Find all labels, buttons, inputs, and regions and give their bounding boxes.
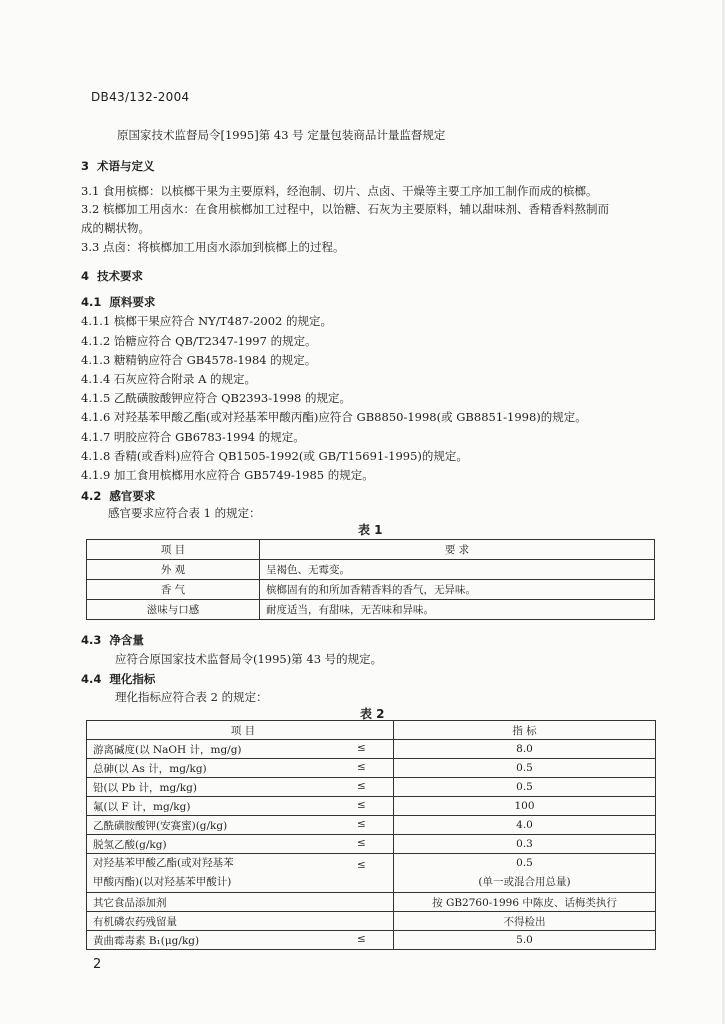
clause-4-1-8: 4.1.8 香精(或香料)应符合 QB1505-1992(或 GB/T15691-1995)的规定。 (81, 449, 468, 463)
clause-4-1-1: 4.1.1 槟榔干果应符合 NY/T487-2002 的规定。 (81, 314, 333, 328)
physicochemical-index-table (86, 720, 656, 950)
clause-4-1-2: 4.1.2 饴糖应符合 QB/T2347-1997 的规定。 (81, 334, 317, 348)
table-cell-item: 乙酰磺胺酸钾(安赛蜜)(g/kg) ≤ (87, 816, 394, 835)
section-4-4-heading: 4.4 理化指标 (81, 672, 156, 686)
le-symbol: ≤ (357, 741, 366, 754)
clause-4-1-4: 4.1.4 石灰应符合附录 A 的规定。 (81, 372, 257, 386)
table-row (87, 797, 656, 816)
clause-3-2: 3.2 槟榔加工用卤水：在食用槟榔加工过程中，以饴糖、石灰为主要原料，辅以甜味剂、香精香料熬制而 (81, 202, 609, 216)
table-cell-value: 4.0 (394, 816, 656, 835)
section-4-heading: 4 技术要求 (81, 269, 144, 283)
le-symbol: ≤ (357, 798, 366, 811)
physchem-intro: 理化指标应符合表 2 的规定： (115, 690, 268, 704)
document-code: DB43/132-2004 (91, 90, 190, 104)
le-symbol: ≤ (357, 817, 366, 830)
table-row (87, 893, 656, 912)
table-cell-value: 0.5 (单一或混合用总量) (394, 854, 656, 893)
table-row (87, 759, 656, 778)
section-4-3-heading: 4.3 净含量 (81, 633, 144, 647)
table-cell-value: 8.0 (394, 740, 656, 759)
table-header-cell: 指 标 (394, 721, 656, 740)
table-2-caption: 表 2 (360, 707, 385, 721)
table-header-cell: 项 目 (87, 721, 394, 740)
table-cell-value: 100 (394, 797, 656, 816)
table-cell-value: 5.0 (394, 931, 656, 950)
table-header-cell: 要 求 (260, 540, 655, 560)
section-3-heading: 3 术语与定义 (81, 159, 155, 173)
le-symbol: ≤ (357, 760, 366, 773)
table-cell-item: 对羟基苯甲酸乙酯(或对羟基苯 ≤ 甲酸丙酯)(以对羟基苯甲酸计) (87, 854, 394, 893)
clause-4-1-7: 4.1.7 明胶应符合 GB6783-1994 的规定。 (81, 430, 305, 444)
table-cell-item: 黄曲霉毒素 B₁(μg/kg) ≤ (87, 931, 394, 950)
sensory-intro: 感官要求应符合表 1 的规定： (108, 506, 261, 520)
page-number: 2 (93, 957, 102, 972)
reference-line: 原国家技术监督局令[1995]第 43 号 定量包装商品计量监督规定 (117, 128, 446, 142)
table-cell-item: 有机磷农药残留量 (87, 912, 394, 931)
table-row (87, 560, 655, 580)
clause-4-1-6: 4.1.6 对羟基苯甲酸乙酯(或对羟基苯甲酸丙酯)应符合 GB8850-1998(或 GB8851-1998)的规定。 (81, 410, 587, 424)
table-cell-value: 不得检出 (394, 912, 656, 931)
le-symbol: ≤ (357, 859, 366, 871)
table-cell-value: 0.5 (394, 778, 656, 797)
le-symbol: ≤ (357, 932, 366, 945)
section-4-1-heading: 4.1 原料要求 (81, 295, 156, 309)
table-1-caption: 表 1 (358, 523, 383, 537)
clause-3-3: 3.3 点卤：将槟榔加工用卤水添加到槟榔上的过程。 (81, 240, 345, 254)
clause-4-1-9: 4.1.9 加工食用槟榔用水应符合 GB5749-1985 的规定。 (81, 468, 374, 482)
table-row (87, 912, 656, 931)
table-cell-value: 0.5 (394, 759, 656, 778)
table-cell-item: 铅(以 Pb 计，mg/kg) ≤ (87, 778, 394, 797)
table-row (87, 778, 656, 797)
table-row (87, 580, 655, 600)
table-cell-item: 游离碱度(以 NaOH 计，mg/g) ≤ (87, 740, 394, 759)
table-row (87, 931, 656, 950)
table-header-row (87, 721, 656, 740)
table-cell-value: 按 GB2760-1996 中陈皮、话梅类执行 (394, 893, 656, 912)
table-cell-item: 脱氢乙酸(g/kg) ≤ (87, 835, 394, 854)
table-cell-item: 香 气 (87, 580, 260, 600)
net-content-text: 应符合原国家技术监督局令(1995)第 43 号的规定。 (115, 652, 383, 666)
sensory-requirements-table (86, 539, 655, 620)
table-cell-requirement: 槟榔固有的和所加香精香料的香气，无异味。 (260, 580, 655, 600)
table-cell-requirement: 耐度适当，有甜味，无苦味和异味。 (260, 600, 655, 620)
table-cell-item: 外 观 (87, 560, 260, 580)
clause-4-1-3: 4.1.3 糖精钠应符合 GB4578-1984 的规定。 (81, 353, 317, 367)
table-row (87, 816, 656, 835)
le-symbol: ≤ (357, 836, 366, 849)
table-row (87, 600, 655, 620)
table-cell-requirement: 呈褐色、无霉变。 (260, 560, 655, 580)
table-row (87, 854, 656, 893)
section-4-2-heading: 4.2 感官要求 (81, 489, 156, 503)
table-cell-value: 0.3 (394, 835, 656, 854)
table-header-row (87, 540, 655, 560)
clause-3-2-cont: 成的糊状物。 (81, 221, 150, 235)
clause-4-1-5: 4.1.5 乙酰磺胺酸钾应符合 QB2393-1998 的规定。 (81, 391, 352, 405)
le-symbol: ≤ (357, 779, 366, 792)
table-header-cell: 项 目 (87, 540, 260, 560)
table-cell-item: 总砷(以 As 计，mg/kg) ≤ (87, 759, 394, 778)
table-row (87, 740, 656, 759)
clause-3-1: 3.1 食用槟榔：以槟榔干果为主要原料，经泡制、切片、点卤、干燥等主要工序加工制作而成的槟榔。 (81, 184, 598, 198)
table-cell-item: 氟(以 F 计，mg/kg) ≤ (87, 797, 394, 816)
table-cell-item: 滋味与口感 (87, 600, 260, 620)
table-row (87, 835, 656, 854)
table-cell-item: 其它食品添加剂 (87, 893, 394, 912)
